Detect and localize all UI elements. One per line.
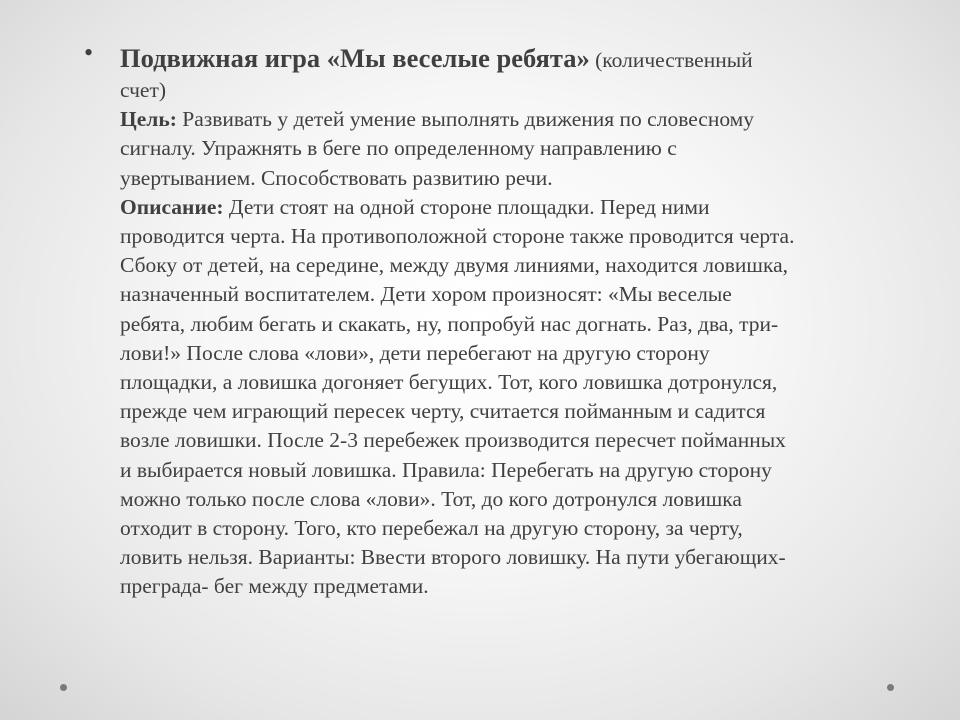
goal-line-0	[120, 105, 910, 134]
goal-label: Цель:	[120, 107, 177, 132]
decorative-dot-right	[887, 684, 894, 691]
goal-text-2: увертыванием. Способствовать развитию речи.	[120, 165, 553, 190]
desc-text-12: ловить нельзя. Варианты: Ввести второго ловишку. На пути убегающих-	[120, 545, 786, 570]
desc-text-0: Дети стоят на одной стороне площадки. Перед ними	[223, 194, 710, 219]
bullet-point: •	[84, 38, 94, 67]
decorative-dot-left	[60, 684, 67, 691]
goal-text-1: сигналу. Упражнять в беге по определенному направлению с	[120, 136, 677, 161]
desc-text-2: Сбоку от детей, на середине, между двумя линиями, находится ловишка,	[120, 253, 789, 278]
title-line	[120, 42, 910, 76]
desc-text-8: возле ловишки. После 2-3 перебежек производится пересчет пойманных	[120, 428, 786, 453]
desc-text-1: проводится черта. На противоположной стороне также проводится черта.	[120, 224, 795, 249]
title-note: (количественный	[589, 48, 753, 72]
desc-line-0	[120, 193, 910, 222]
goal-text-0: Развивать у детей умение выполнять движения по словесному	[176, 107, 755, 132]
description-label: Описание:	[120, 194, 224, 219]
desc-text-13: преграда- бег между предметами.	[120, 574, 429, 599]
desc-text-5: лови!» После слова «лови», дети перебегают на другую сторону	[120, 340, 710, 365]
desc-text-4: ребята, любим бегать и скакать, ну, попробуй нас догнать. Раз, два, три-	[120, 311, 779, 336]
slide-content	[120, 42, 910, 602]
desc-text-11: отходит в сторону. Того, кто перебежал на другую сторону, за черту,	[120, 516, 743, 541]
desc-text-9: и выбирается новый ловишка. Правила: Перебегать на другую сторону	[120, 457, 772, 482]
desc-text-10: можно только после слова «лови». Тот, до кого дотронулся ловишка	[120, 486, 742, 511]
desc-text-7: прежде чем играющий пересек черту, считается пойманным и садится	[120, 399, 766, 424]
game-title: Подвижная игра «Мы веселые ребята»	[120, 43, 590, 73]
desc-text-6: площадки, а ловишка догоняет бегущих. Тот, кого ловишка дотронулся,	[120, 370, 778, 395]
title-note-continued: счет)	[120, 78, 167, 102]
desc-text-3: назначенный воспитателем. Дети хором произносят: «Мы веселые	[120, 282, 732, 307]
